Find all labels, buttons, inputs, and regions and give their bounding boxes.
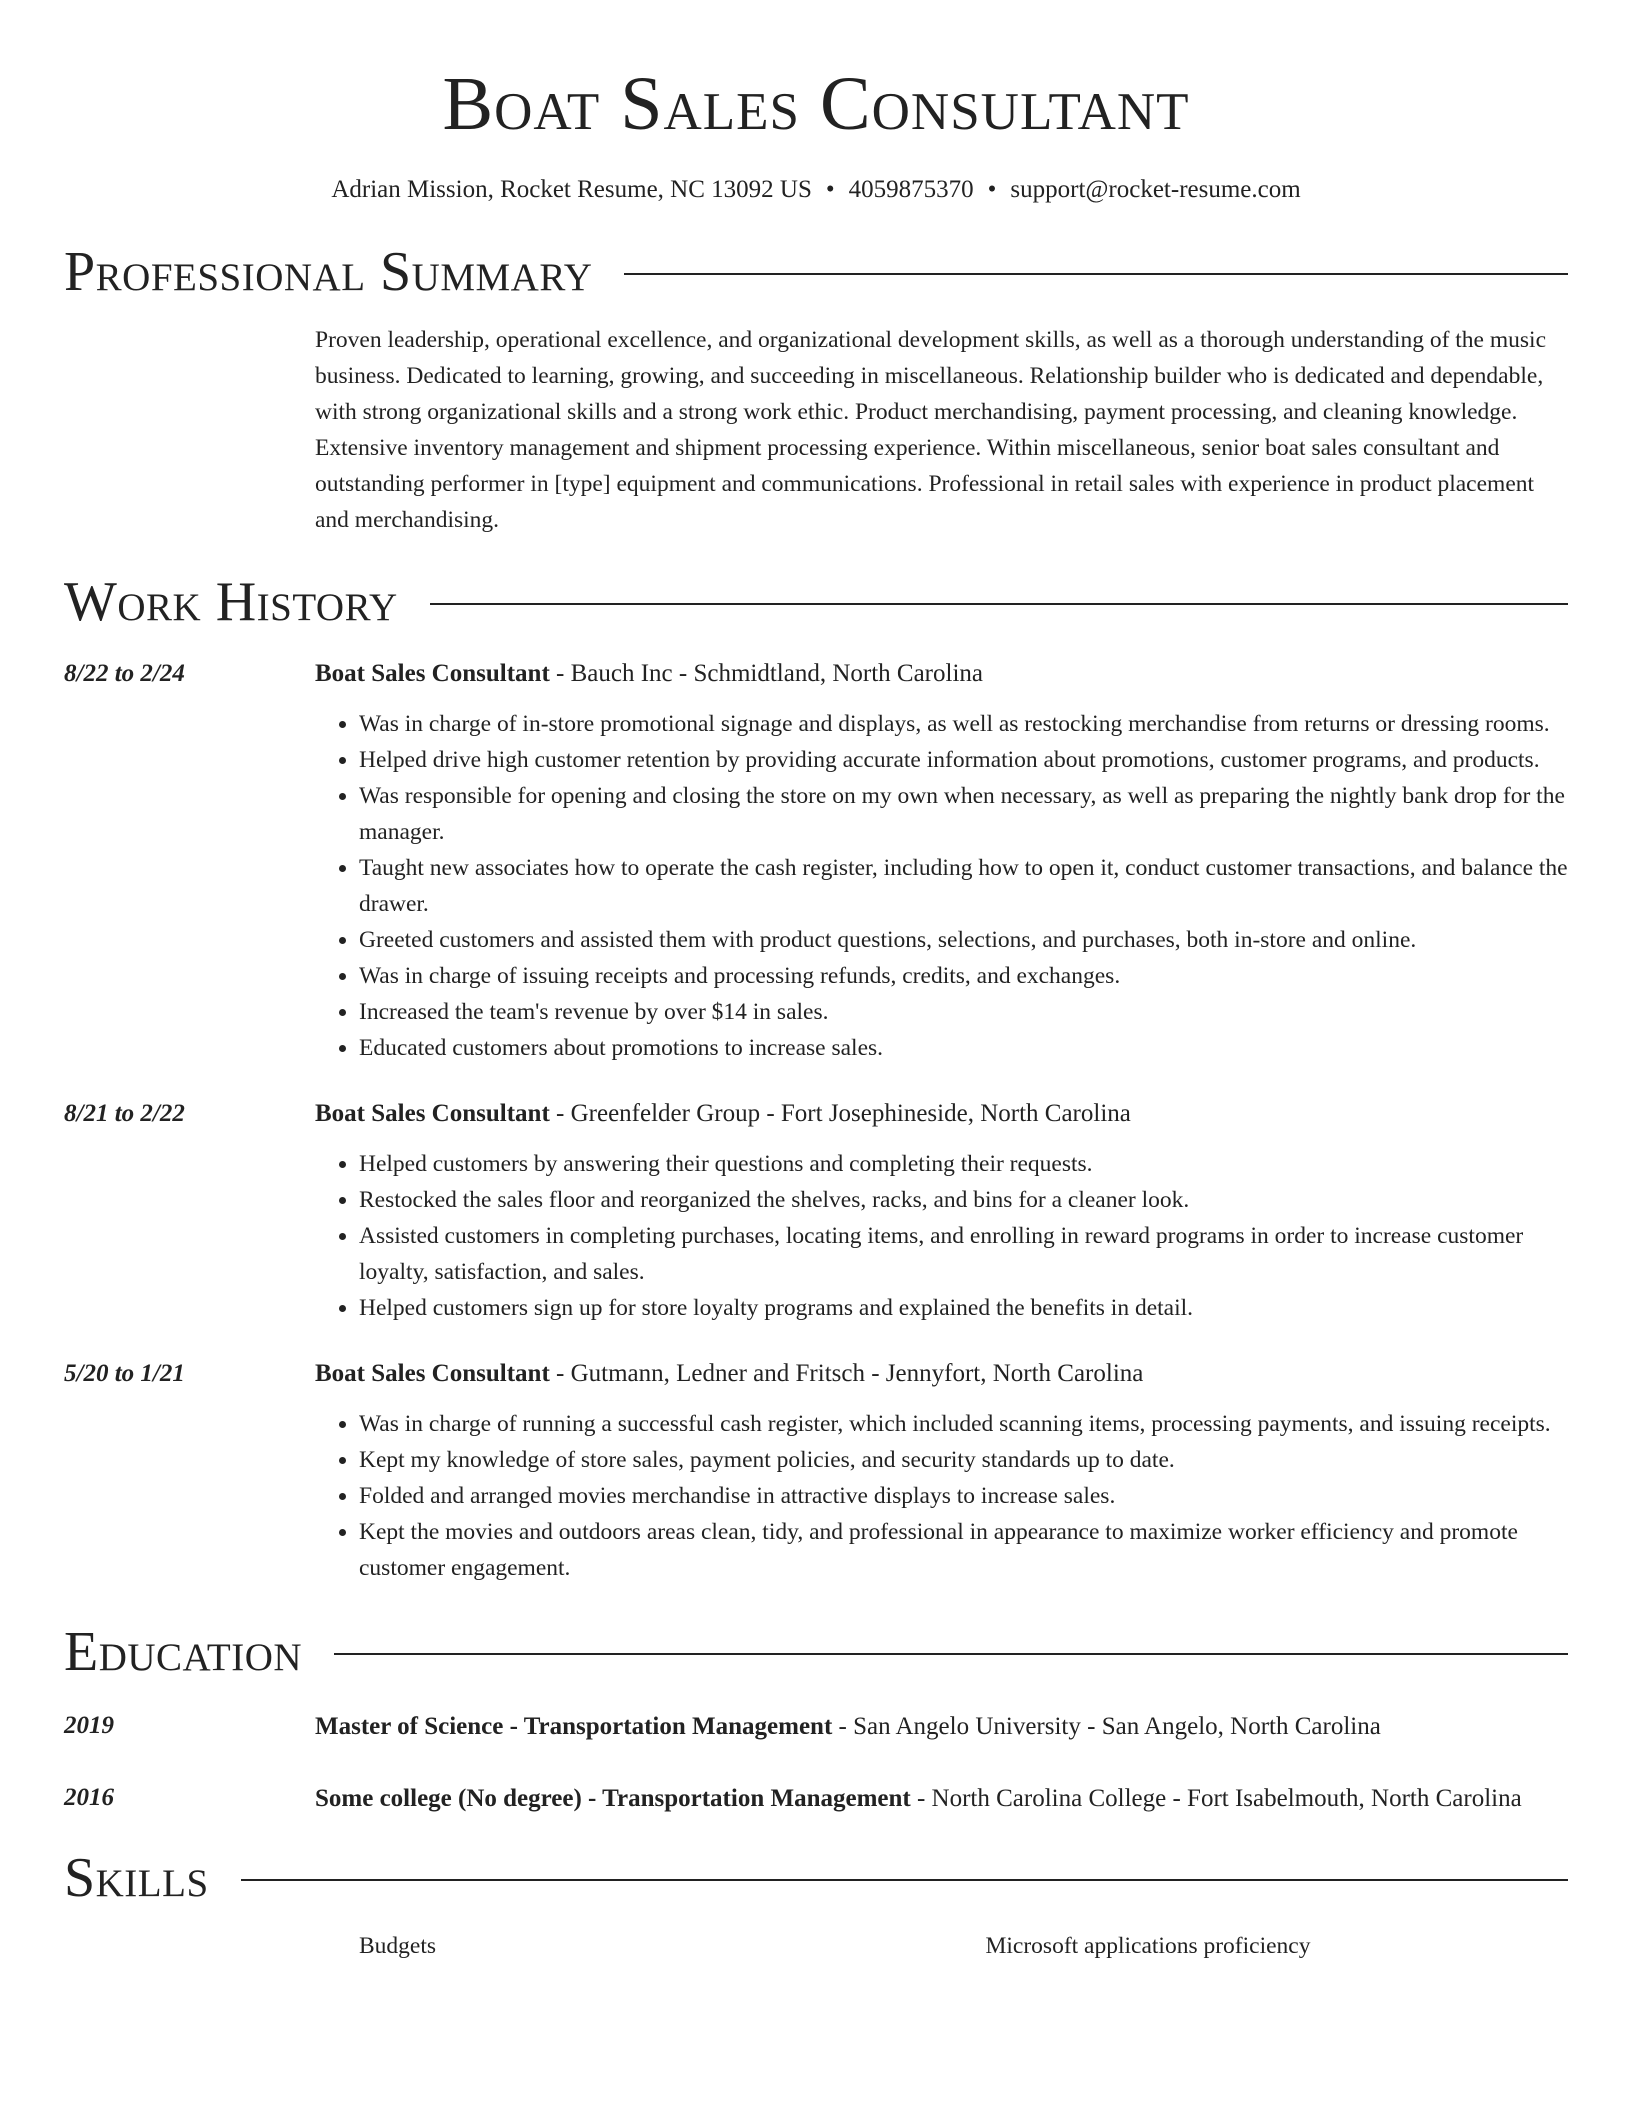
education-body [315, 1780, 1568, 1818]
job-heading [315, 1096, 1568, 1132]
job-bullet: • Educated customers about promotions to increase sales. [359, 1030, 1568, 1066]
summary-left-spacer [64, 322, 315, 538]
job-entry [64, 1096, 1568, 1326]
section-divider [624, 273, 1568, 275]
job-bullet-list [315, 706, 1568, 1066]
job-body [315, 1356, 1568, 1586]
job-title: Boat Sales Consultant [315, 660, 550, 687]
job-bullet: • Was in charge of in-store promotional signage and displays, as well as restocking merchandise from returns or dressing rooms. [359, 706, 1568, 742]
job-bullet: • Helped customers sign up for store loyalty programs and explained the benefits in detail. [359, 1290, 1568, 1326]
resume-title: Boat Sales Consultant [442, 62, 1190, 146]
education-list [64, 1708, 1568, 1818]
education-entry [64, 1780, 1568, 1818]
job-dates: 5/20 to 1/21 [64, 1360, 185, 1387]
skills-column-right [942, 1928, 1569, 1964]
job-bullet: • Kept the movies and outdoors areas clean, tidy, and professional in appearance to maximize worker efficiency and promote customer engagement. [359, 1514, 1568, 1586]
work-history-list [64, 656, 1568, 1586]
work-section-header [64, 566, 1568, 638]
skill-item: Budgets [359, 1933, 437, 1959]
job-company-location: - Bauch Inc - Schmidtland, North Carolina [549, 660, 983, 687]
contact-phone: 4059875370 [848, 176, 974, 203]
education-school-location: - San Angelo University - San Angelo, North Carolina [832, 1713, 1381, 1740]
job-bullet: • Was in charge of issuing receipts and processing refunds, credits, and exchanges. [359, 958, 1568, 994]
job-bullet: • Helped drive high customer retention by providing accurate information about promotions, customer programs, and products. [359, 742, 1568, 778]
job-company-location: - Greenfelder Group - Fort Josephineside, North Carolina [549, 1100, 1131, 1127]
job-entry [64, 1356, 1568, 1586]
job-dates: 8/22 to 2/24 [64, 660, 185, 687]
job-dates: 8/21 to 2/22 [64, 1100, 185, 1127]
job-bullet: • Taught new associates how to operate the cash register, including how to open it, conduct customer transactions, and balance the drawer. [359, 850, 1568, 922]
contact-separator: • [987, 176, 997, 203]
resume-page [64, 0, 1568, 1964]
section-divider [241, 1879, 1568, 1881]
job-bullet: • Helped customers by answering their questions and completing their requests. [359, 1146, 1568, 1182]
education-year: 2016 [64, 1784, 114, 1811]
job-body [315, 656, 1568, 1066]
section-title-education: Education [64, 1621, 303, 1683]
job-bullet-list [315, 1146, 1568, 1326]
job-heading [315, 1356, 1568, 1392]
section-divider [430, 603, 1568, 605]
education-entry [64, 1708, 1568, 1746]
education-section-header [64, 1616, 1568, 1688]
job-bullet: • Restocked the sales floor and reorganized the shelves, racks, and bins for a cleaner look. [359, 1182, 1568, 1218]
education-body [315, 1708, 1568, 1746]
skills-grid [315, 1928, 1568, 1964]
job-bullet: • Increased the team's revenue by over $14 in sales. [359, 994, 1568, 1030]
education-degree: Master of Science - Transportation Management [315, 1713, 833, 1740]
section-title-work: Work History [64, 571, 398, 633]
job-heading [315, 656, 1568, 692]
skills-section-header [64, 1842, 1568, 1914]
job-company-location: - Gutmann, Ledner and Fritsch - Jennyfort, North Carolina [549, 1360, 1144, 1387]
section-title-summary: Professional Summary [64, 241, 593, 303]
contact-line [64, 174, 1568, 206]
skill-item: Microsoft applications proficiency [985, 1933, 1311, 1959]
education-school-location: - North Carolina College - Fort Isabelmouth, North Carolina [910, 1785, 1522, 1812]
education-year: 2019 [64, 1712, 114, 1739]
contact-address: Adrian Mission, Rocket Resume, NC 13092 US [331, 176, 812, 203]
education-degree: Some college (No degree) - Transportation Management [315, 1785, 911, 1812]
job-bullet: • Folded and arranged movies merchandise in attractive displays to increase sales. [359, 1478, 1568, 1514]
summary-text: Proven leadership, operational excellence, and organizational development skills, as well as a thorough understanding of the music business. Dedicated to learning, growing, and succeeding in miscellaneous. Relationship builder who is dedicated and dependable, with strong organizational skills and a strong work ethic. Product merchandising, payment processing, and cleaning knowledge. Extensive inventory management and shipment processing experience. Within miscellaneous, senior boat sales consultant and outstanding performer in [type] equipment and communications. Professional in retail sales with experience in product placement and merchandising. [315, 327, 1546, 533]
job-bullet-list [315, 1406, 1568, 1586]
job-bullet: • Assisted customers in completing purchases, locating items, and enrolling in reward programs in order to increase customer loyalty, satisfaction, and sales. [359, 1218, 1568, 1290]
job-entry [64, 656, 1568, 1066]
section-divider [334, 1653, 1568, 1655]
contact-email[interactable]: support@rocket-resume.com [1010, 176, 1301, 203]
contact-separator: • [825, 176, 835, 203]
job-body [315, 1096, 1568, 1326]
skills-column-left [315, 1928, 942, 1964]
summary-row [64, 322, 1568, 538]
job-bullet: • Greeted customers and assisted them with product questions, selections, and purchases, both in-store and online. [359, 922, 1568, 958]
job-bullet: • Was responsible for opening and closing the store on my own when necessary, as well as preparing the nightly bank drop for the manager. [359, 778, 1568, 850]
summary-section-header [64, 236, 1568, 308]
job-bullet: • Kept my knowledge of store sales, payment policies, and security standards up to date. [359, 1442, 1568, 1478]
job-title: Boat Sales Consultant [315, 1360, 550, 1387]
section-title-skills: Skills [64, 1847, 209, 1909]
job-bullet: • Was in charge of running a successful cash register, which included scanning items, processing payments, and issuing receipts. [359, 1406, 1568, 1442]
job-title: Boat Sales Consultant [315, 1100, 550, 1127]
